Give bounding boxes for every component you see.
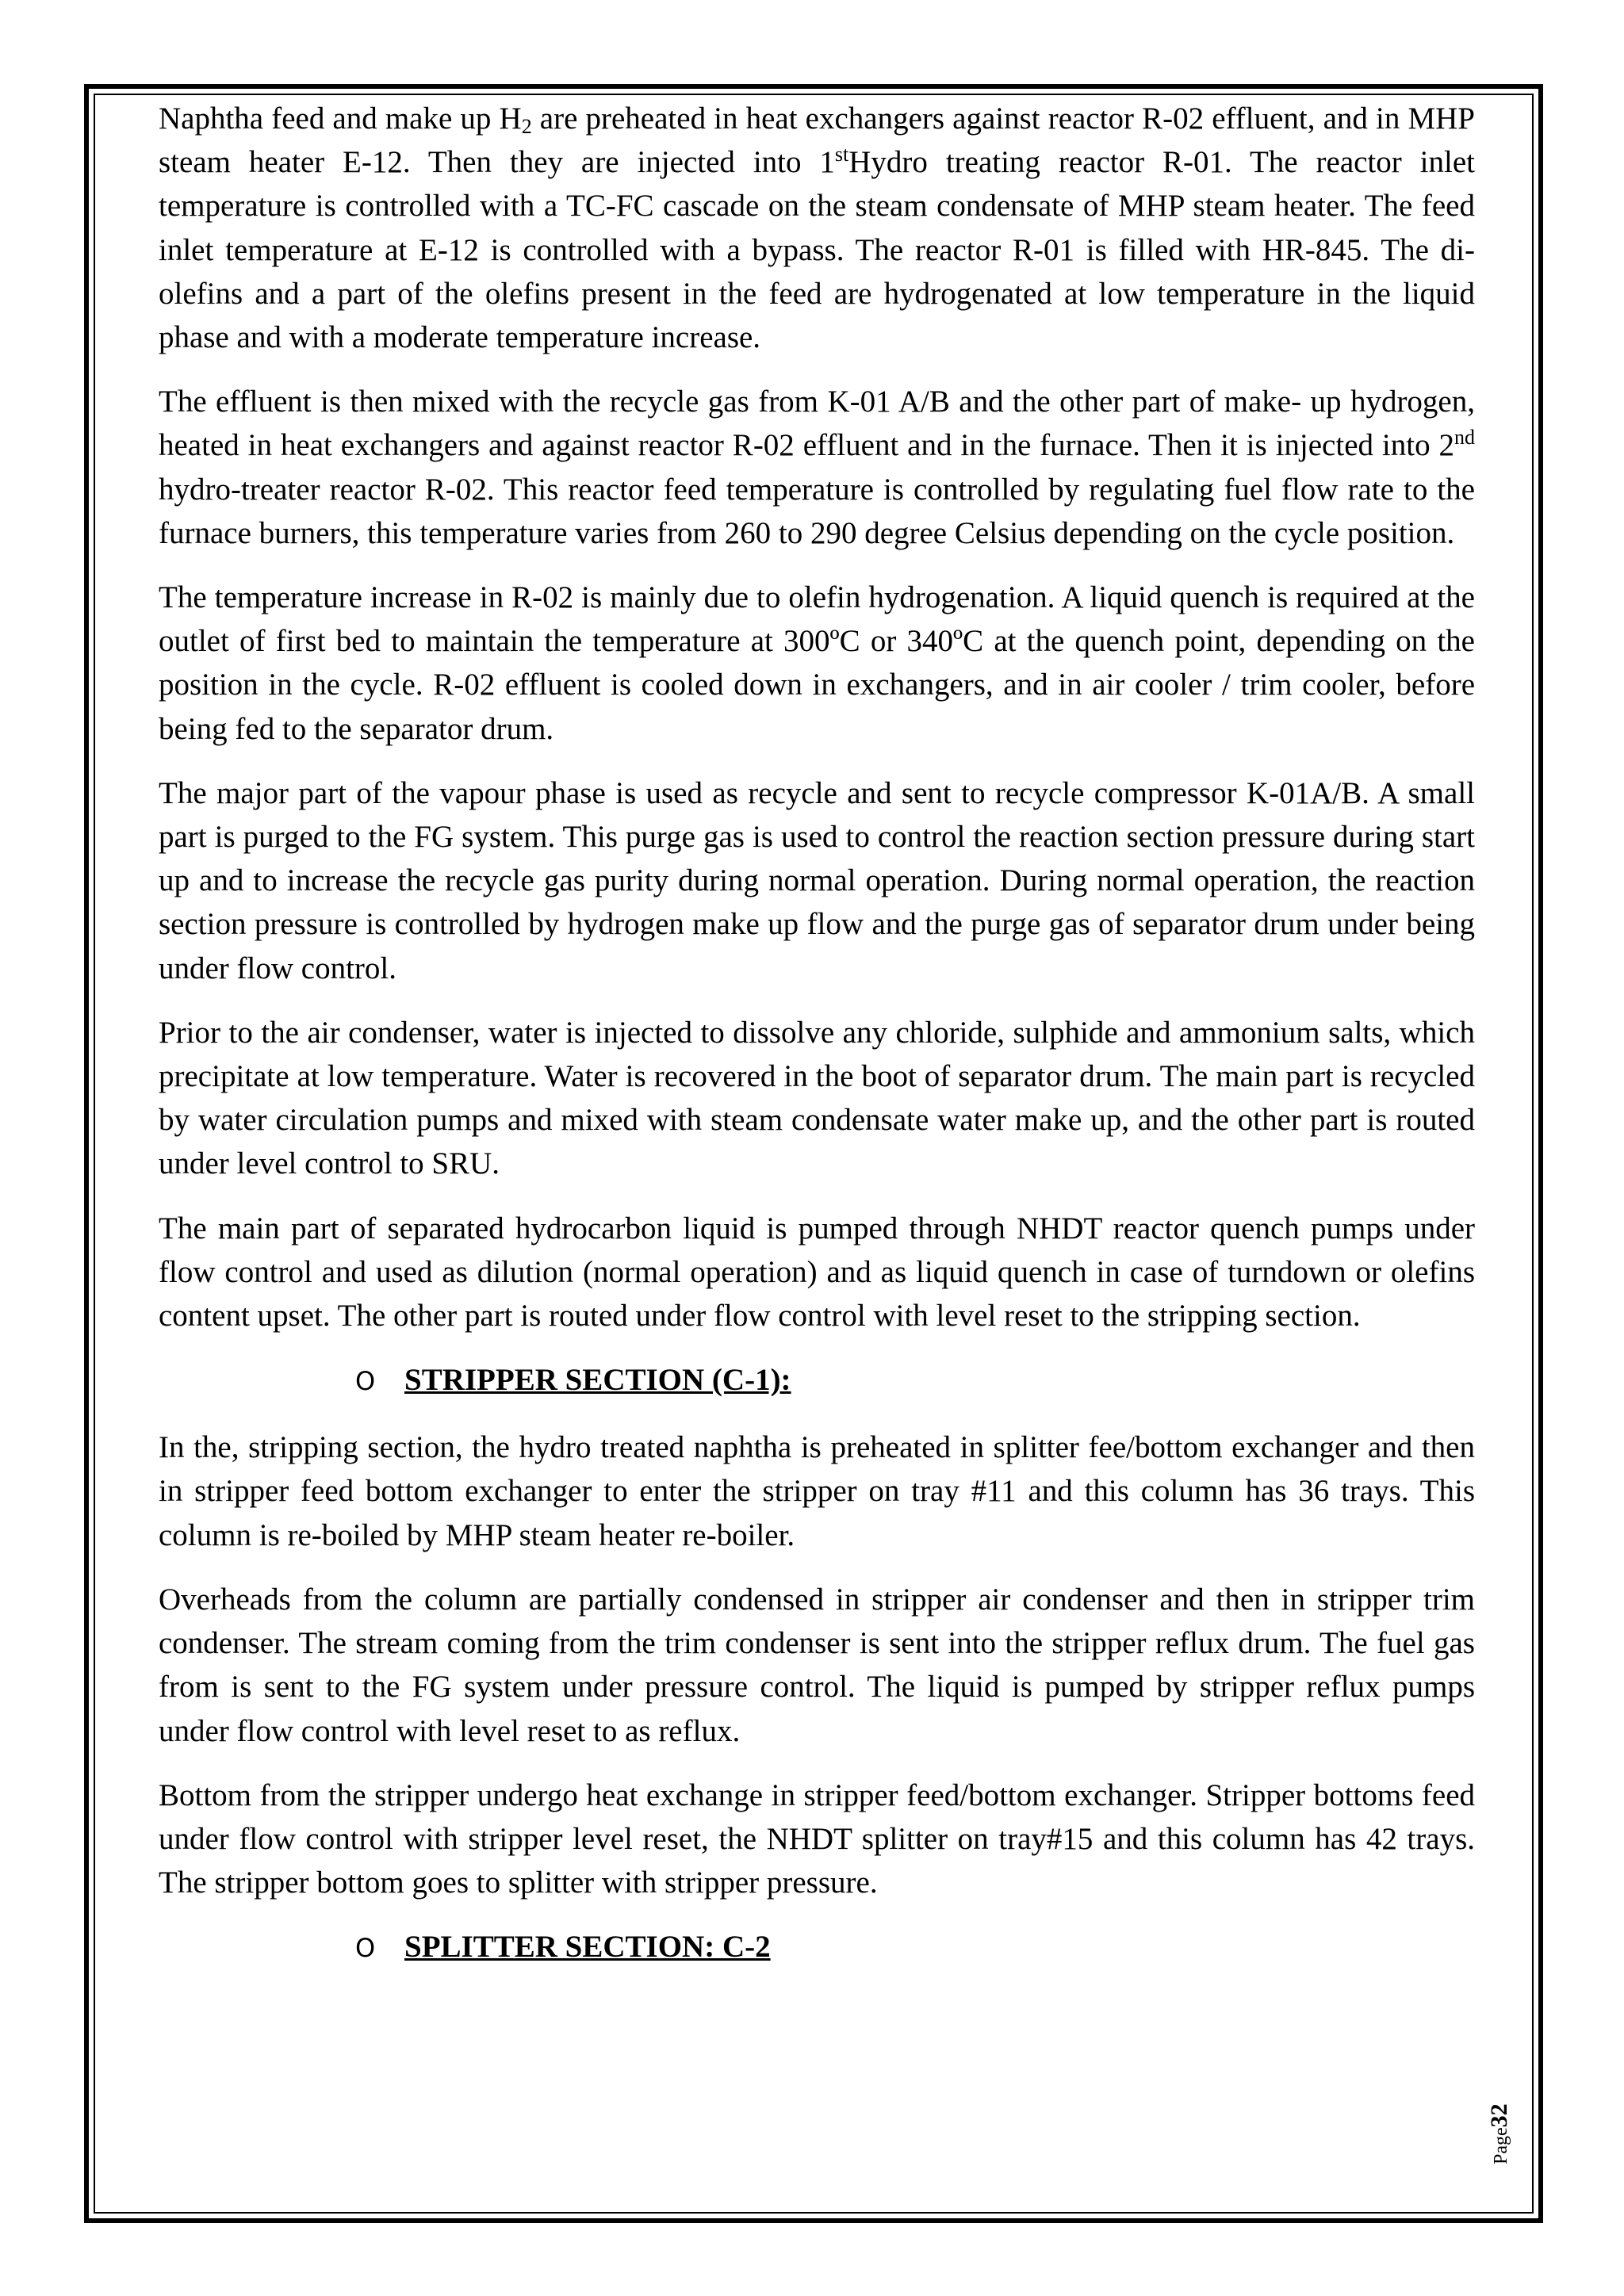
section-title: STRIPPER SECTION (C-1): — [404, 1363, 791, 1398]
paragraph-hydrocarbon-liquid: The main part of separated hydrocarbon liquid is pumped through NHDT reactor quench pumps under flow control and used as dilution (normal operation) and as liquid quench in case of turndown or olefins content upset. The other part is routed under flow control with level reset to the stripping section. — [159, 1211, 1475, 1334]
paragraph-stripping-section: In the, stripping section, the hydro treated naphtha is preheated in splitter fee/bottom exchanger and then in stripper feed bottom exchanger to enter the stripper on tray #11 and this column has 36 trays. This column is re-boiled by MHP steam heater re-boiler. — [159, 1430, 1475, 1552]
paragraph-text: are preheated in heat exchangers against reactor R-02 effluent, and in MHP steam heater E-12. Then they are injected into 1 — [159, 101, 1475, 180]
paragraph-overheads: Overheads from the column are partially condensed in stripper air condenser and then in stripper trim condenser. The stream coming from the trim condenser is sent into the stripper reflux drum. The fuel gas from is sent to the FG system under pressure control. The liquid is pumped by stripper reflux pumps under flow control with level reset to as reflux. — [159, 1582, 1475, 1748]
superscript-nd: nd — [1454, 426, 1475, 450]
document-body — [159, 97, 1475, 1992]
paragraph-vapour-phase: The major part of the vapour phase is used as recycle and sent to recycle compressor K-01A/B. A small part is purged to the FG system. This purge gas is used to control the reaction section pressure during start up and to increase the recycle gas purity during normal operation. During normal operation, the reaction section pressure is controlled by hydrogen make up flow and the purge gas of separator drum under being under flow control. — [159, 775, 1475, 985]
page-label: Page — [1491, 2127, 1511, 2164]
section-heading-stripper — [159, 1358, 1475, 1403]
paragraph-text: The effluent is then mixed with the recycle gas from K-01 A/B and the other part of make- up hydrogen, heated in heat exchangers and against reactor R-02 effluent and in the furnace. Then it is injected into 2 — [159, 385, 1475, 463]
circle-bullet-icon: O — [355, 1933, 376, 1964]
superscript-st: st — [834, 143, 849, 166]
paragraph-text: Hydro treating reactor R-01. The reactor inlet temperature is controlled with a TC-FC cascade on the steam condensate of MHP steam heater. The feed inlet temperature at E-12 is controlled with a bypass. The reactor R-01 is filled with HR-845. The di-olefins and a part of the olefins present in the feed are hydrogenated at low temperature in the liquid phase and with a moderate temperature increase. — [159, 145, 1475, 355]
paragraph-temperature-increase: The temperature increase in R-02 is mainly due to olefin hydrogenation. A liquid quench is required at the outlet of first bed to maintain the temperature at 300ºC or 340ºC at the quench point, depending on the position in the cycle. R-02 effluent is cooled down in exchangers, and in air cooler / trim cooler, before being fed to the separator drum. — [159, 580, 1475, 746]
paragraph-naphtha-feed — [159, 97, 1475, 359]
paragraph-text: Naphtha feed and make up H — [159, 101, 522, 136]
section-title: SPLITTER SECTION: C-2 — [404, 1930, 771, 1965]
paragraph-air-condenser: Prior to the air condenser, water is injected to dissolve any chloride, sulphide and ammonium salts, which precipitate at low temperature. Water is recovered in the boot of separator drum. The main part is recycled by water circulation pumps and mixed with steam condensate water make up, and the other part is routed under level control to SRU. — [159, 1015, 1475, 1181]
page-number — [1486, 2103, 1513, 2164]
paragraph-text: hydro-treater reactor R-02. This reactor feed temperature is controlled by regulating fuel flow rate to the furnace burners, this temperature varies from 260 to 290 degree Celsius depending on the cycle position. — [159, 472, 1475, 550]
paragraph-stripper-bottom: Bottom from the stripper undergo heat exchange in stripper feed/bottom exchanger. Stripper bottoms feed under flow control with stripper level reset, the NHDT splitter on tray#15 and this column has 42 trays. The stripper bottom goes to splitter with stripper pressure. — [159, 1777, 1475, 1900]
section-heading-splitter — [159, 1925, 1475, 1970]
subscript-2: 2 — [521, 115, 532, 138]
page-number-value: 32 — [1486, 2103, 1512, 2128]
circle-bullet-icon: O — [355, 1366, 376, 1397]
paragraph-effluent-mix — [159, 380, 1475, 555]
